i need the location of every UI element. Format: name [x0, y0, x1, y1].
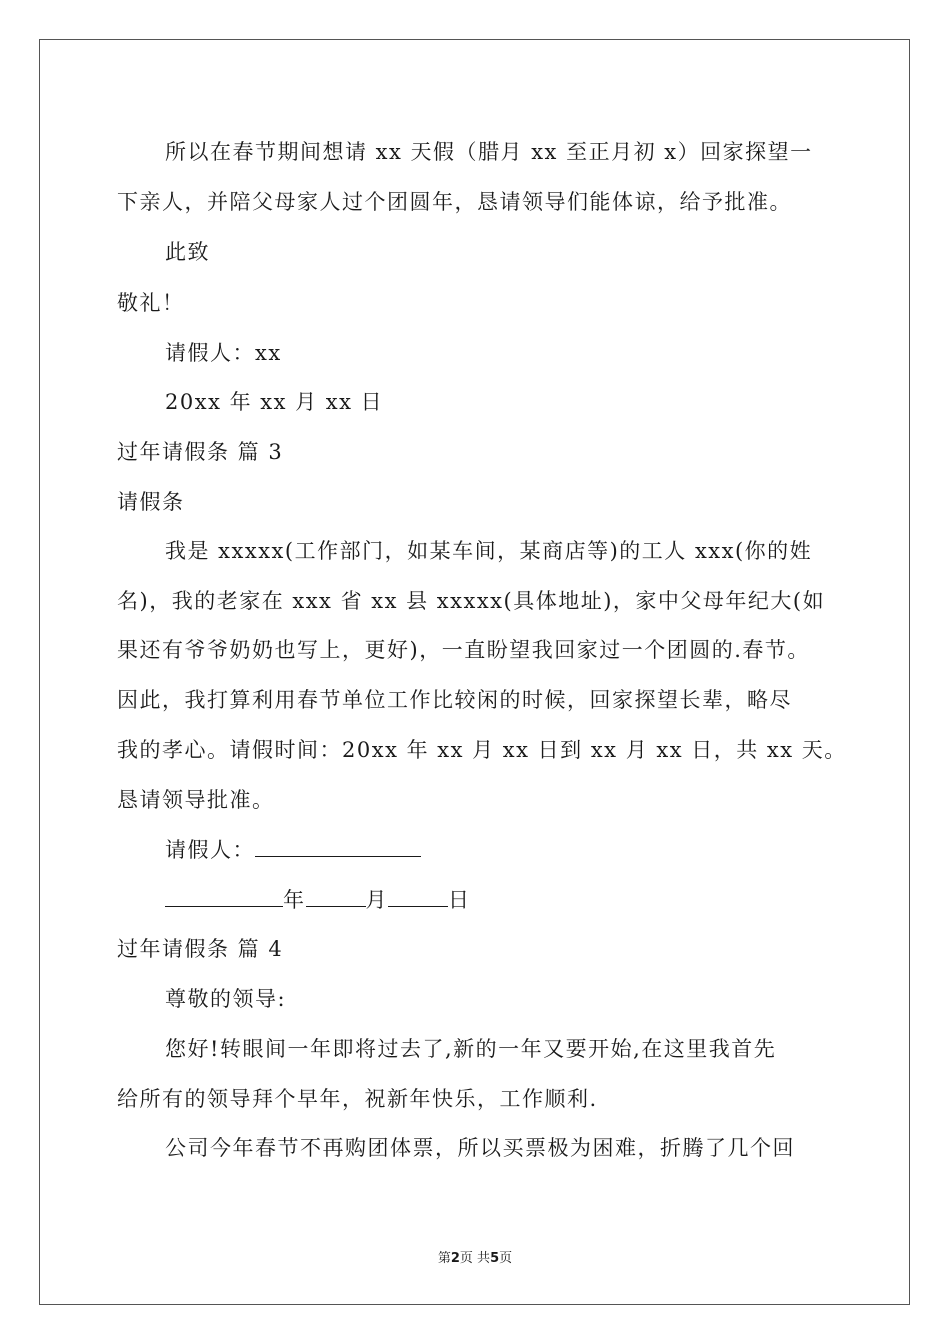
paragraph-line: 下亲人，并陪父母家人过个团圆年，恳请领导们能体谅，给予批准。 [117, 190, 792, 214]
month-blank [306, 888, 366, 907]
day-label: 日 [448, 888, 471, 912]
paragraph-line: 我是 xxxxx(工作部门，如某车间，某商店等)的工人 xxx(你的姓 [165, 539, 813, 563]
paragraph-line: 我的孝心。请假时间：20xx 年 xx 月 xx 日到 xx 月 xx 日，共 xx 天。 [117, 738, 847, 762]
section-title: 请假条 [117, 490, 185, 514]
paragraph-line: 名)，我的老家在 xxx 省 xx 县 xxxxx(具体地址)，家中父母年纪大(如 [117, 589, 826, 613]
applicant-line: 请假人：xx [165, 341, 282, 365]
day-blank [388, 888, 448, 907]
footer-prefix: 第 [437, 1251, 451, 1266]
paragraph-line: 因此，我打算利用春节单位工作比较闲的时候，回家探望长辈，略尽 [117, 688, 792, 712]
date-blank-line [165, 884, 471, 914]
page-border [39, 39, 910, 1305]
paragraph-line: 您好!转眼间一年即将过去了,新的一年又要开始,在这里我首先 [165, 1037, 777, 1061]
closing-cizhi: 此致 [165, 240, 210, 264]
year-label: 年 [283, 888, 306, 912]
total-pages-number: 5 [490, 1251, 500, 1266]
year-blank [165, 888, 283, 907]
footer-suffix: 页 [499, 1251, 513, 1266]
paragraph-line: 所以在春节期间想请 xx 天假（腊月 xx 至正月初 x）回家探望一 [165, 140, 813, 164]
name-blank [255, 838, 421, 857]
applicant-blank-line [165, 834, 421, 864]
paragraph-line: 公司今年春节不再购团体票，所以买票极为困难，折腾了几个回 [165, 1136, 795, 1160]
date-line: 20xx 年 xx 月 xx 日 [165, 390, 384, 414]
section-heading: 过年请假条 篇 4 [117, 937, 284, 961]
footer-mid: 页 共 [459, 1251, 491, 1266]
page-footer [0, 1247, 950, 1266]
closing-jingli: 敬礼！ [117, 291, 185, 315]
greeting: 尊敬的领导: [165, 987, 287, 1011]
month-label: 月 [365, 888, 388, 912]
paragraph-line: 果还有爷爷奶奶也写上，更好)，一直盼望我回家过一个团圆的.春节。 [117, 638, 810, 662]
section-heading: 过年请假条 篇 3 [117, 440, 284, 464]
paragraph-line: 恳请领导批准。 [117, 788, 275, 812]
current-page-number: 2 [450, 1251, 460, 1266]
paragraph-line: 给所有的领导拜个早年，祝新年快乐，工作顺利. [117, 1087, 598, 1111]
applicant-label: 请假人： [165, 838, 255, 862]
